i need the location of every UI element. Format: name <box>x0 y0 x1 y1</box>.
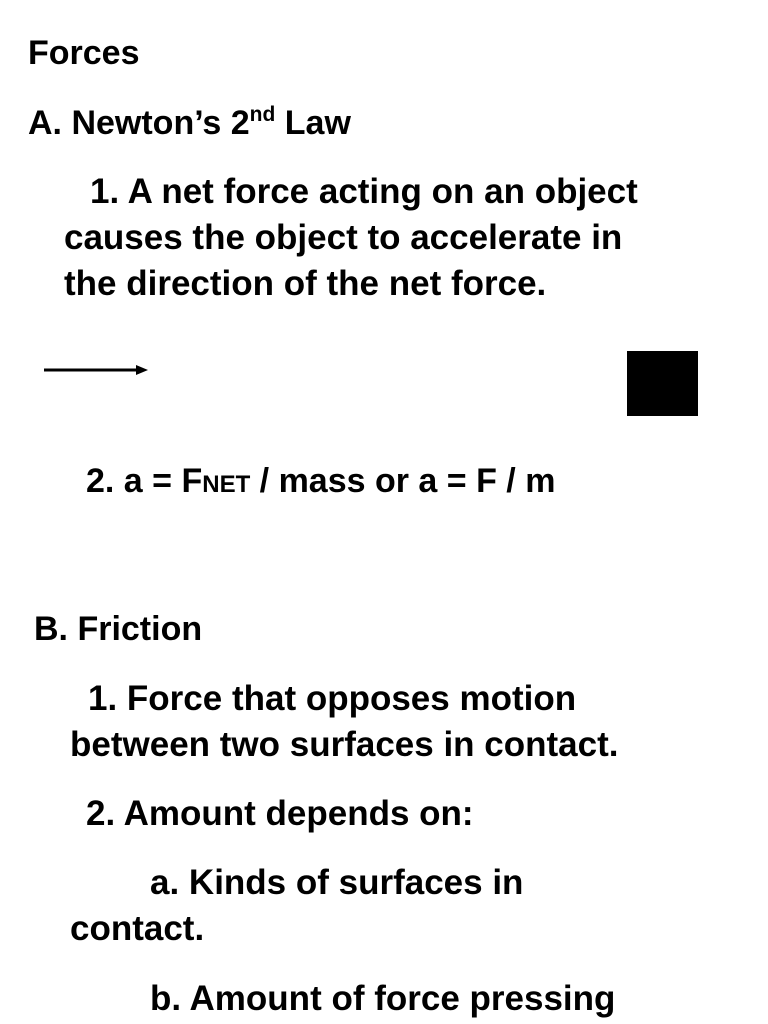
section-a-heading-suffix: Law <box>275 104 351 142</box>
section-a-item1-line2: causes the object to accelerate in <box>64 218 623 257</box>
section-b-item1-line2: between two surfaces in contact. <box>70 725 619 764</box>
section-b-sub-b-line1: b. Amount of force pressing <box>150 979 616 1018</box>
object-block <box>627 351 698 416</box>
section-b-sub-a-line1: a. Kinds of surfaces in <box>150 863 524 902</box>
section-b-item2: 2. Amount depends on: <box>86 794 474 833</box>
section-a-heading-prefix: A. Newton’s 2 <box>28 104 250 142</box>
formula-net-subscript: NET <box>202 471 251 498</box>
page-title: Forces <box>28 34 140 72</box>
force-arrow-icon <box>44 362 150 378</box>
section-b-sub-a-line2: contact. <box>70 909 205 948</box>
section-a-item2-formula <box>86 464 555 498</box>
formula-suffix: / mass or a = F / m <box>250 462 556 500</box>
section-a-item1-line3: the direction of the net force. <box>64 264 547 303</box>
section-a-heading <box>28 103 351 142</box>
section-a-heading-superscript: nd <box>249 103 276 126</box>
section-a-item1-line1: 1. A net force acting on an object <box>90 172 638 211</box>
section-b-heading: B. Friction <box>34 610 203 648</box>
formula-prefix: 2. a = F <box>86 462 203 500</box>
section-b-item1-line1: 1. Force that opposes motion <box>88 679 577 718</box>
